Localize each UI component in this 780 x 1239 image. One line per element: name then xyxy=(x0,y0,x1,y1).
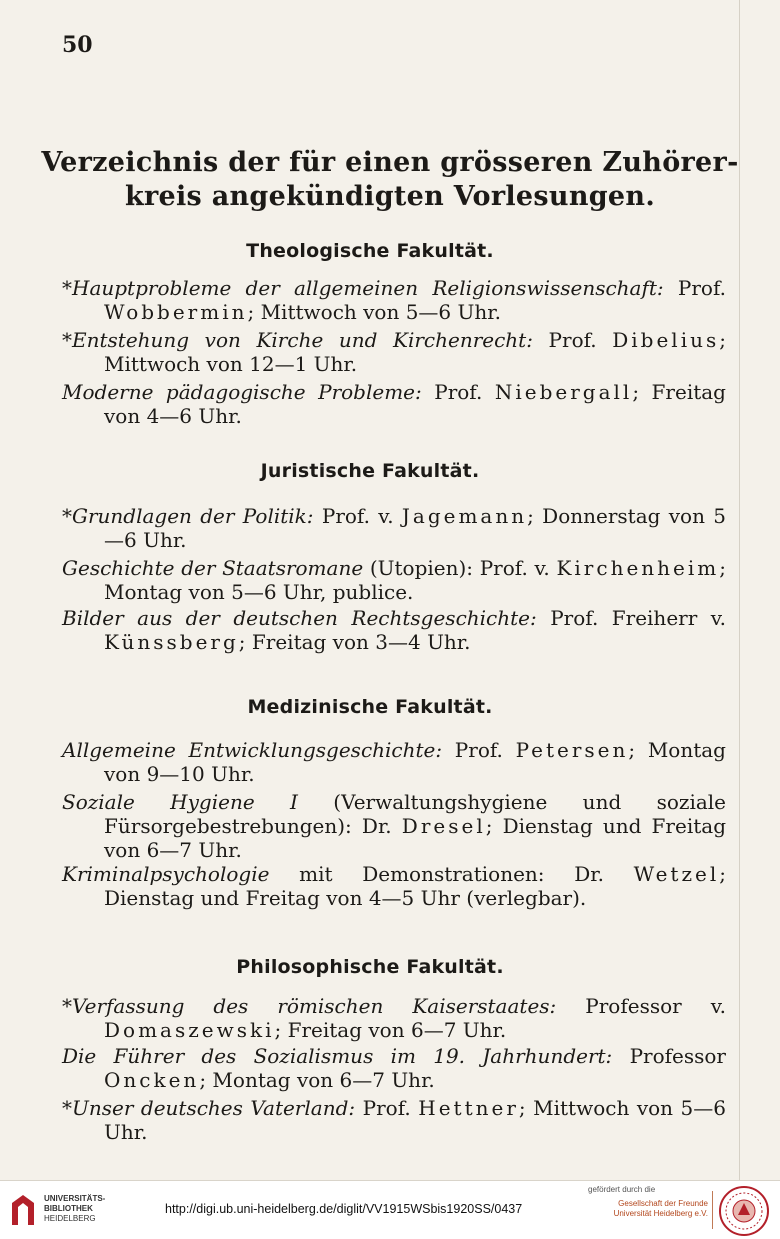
lecture-title: Soziale Hygiene I xyxy=(62,790,298,814)
lecture-entry xyxy=(62,1096,726,1144)
library-name-line: UNIVERSITÄTS- xyxy=(44,1194,106,1203)
lecture-schedule: ; Freitag von 6—7 Uhr. xyxy=(274,1018,507,1042)
section-heading-theology: Theologische Fakultät. xyxy=(246,240,494,262)
lecture-title: Bilder aus der deutschen Rechtsgeschichte: xyxy=(62,606,537,630)
lecture-title: *Unser deutsches Vaterland: xyxy=(62,1096,356,1120)
lecture-schedule: ; Mittwoch von 5—6 Uhr. xyxy=(104,1096,727,1144)
library-name-line: HEIDELBERG xyxy=(44,1214,96,1223)
section-heading-medicine: Medizinische Fakultät. xyxy=(247,696,493,718)
university-library-logo-icon[interactable] xyxy=(8,1191,38,1229)
viewer-footer xyxy=(0,1180,780,1239)
library-name-line: BIBLIOTHEK xyxy=(44,1204,93,1213)
lecture-title: Geschichte der Staatsromane xyxy=(62,556,364,580)
lecture-schedule: ; Montag von 5—6 Uhr, publice. xyxy=(104,556,726,604)
lecture-entry xyxy=(62,504,726,552)
sponsor-name-line: Gesellschaft der Freunde xyxy=(618,1199,708,1208)
lecture-entry xyxy=(62,556,726,604)
lecture-entry xyxy=(62,328,726,376)
lecture-prefix: Prof. xyxy=(532,328,613,352)
lecture-schedule: ; Donnerstag von 5—6 Uhr. xyxy=(104,504,726,552)
section-heading-law: Juristische Fakultät. xyxy=(260,460,480,482)
lecture-schedule: ; Montag von 9—10 Uhr. xyxy=(104,738,726,786)
lecture-prefix: Prof. xyxy=(663,276,726,300)
page-number: 50 xyxy=(62,32,93,58)
lecture-prefix: mit Demonstrationen: Dr. xyxy=(269,862,634,886)
lecturer-name: Künssberg xyxy=(104,630,239,654)
lecture-title: *Verfassung des römischen Kaiserstaates: xyxy=(62,994,557,1018)
lecture-schedule: ; Montag von 6—7 Uhr. xyxy=(199,1068,435,1092)
lecture-entry xyxy=(62,790,726,862)
lecture-prefix: (Verwaltungshygiene und soziale Fürsorgebestrebungen): Dr. xyxy=(104,790,726,838)
lecture-prefix: Professor v. xyxy=(556,994,726,1018)
lecture-prefix: Prof. xyxy=(442,738,516,762)
university-seal-icon xyxy=(718,1185,770,1237)
lecture-title: Moderne pädagogische Probleme: xyxy=(62,380,422,404)
sponsor-name[interactable] xyxy=(600,1199,708,1219)
lecture-entry xyxy=(62,276,726,324)
lecture-title: Kriminalpsychologie xyxy=(62,862,270,886)
section-heading-philosophy: Philosophische Fakultät. xyxy=(236,956,504,978)
lecture-prefix: Prof. v. xyxy=(313,504,402,528)
lecturer-name: Oncken xyxy=(104,1068,200,1092)
lecture-schedule: ; Dienstag und Freitag von 4—5 Uhr (verlegbar). xyxy=(104,862,726,910)
lecturer-name: Domaszewski xyxy=(104,1018,275,1042)
lecture-title: Die Führer des Sozialismus im 19. Jahrhundert: xyxy=(62,1044,613,1068)
lecture-title: Allgemeine Entwicklungsgeschichte: xyxy=(62,738,443,762)
lecture-schedule: ; Mittwoch von 12—1 Uhr. xyxy=(104,328,726,376)
lecture-schedule: ; Dienstag und Freitag von 6—7 Uhr. xyxy=(104,814,726,862)
title-line-2: kreis angekündigten Vorlesungen. xyxy=(124,181,656,212)
sponsor-name-line: Universität Heidelberg e.V. xyxy=(613,1209,708,1218)
footer-divider xyxy=(712,1191,713,1229)
lecturer-name: Dresel xyxy=(401,814,486,838)
lecture-entry xyxy=(62,862,726,910)
lecturer-name: Wobbermin xyxy=(104,300,248,324)
document-title xyxy=(40,146,740,214)
lecture-title: *Entstehung von Kirche und Kirchenrecht: xyxy=(62,328,533,352)
lecture-entry xyxy=(62,994,726,1042)
lecture-schedule: ; Freitag von 4—6 Uhr. xyxy=(104,380,726,428)
title-line-1: Verzeichnis der für einen grösseren Zuhörer- xyxy=(41,147,739,178)
lecture-prefix: (Utopien): Prof. v. xyxy=(363,556,557,580)
lecture-prefix: Professor xyxy=(612,1044,726,1068)
library-name[interactable] xyxy=(44,1194,124,1224)
lecturer-name: Hettner xyxy=(418,1096,519,1120)
lecture-title: *Grundlagen der Politik: xyxy=(62,504,314,528)
lecture-prefix: Prof. xyxy=(355,1096,419,1120)
lecturer-name: Kirchenheim xyxy=(556,556,720,580)
lecture-entry xyxy=(62,738,726,786)
lecturer-name: Petersen xyxy=(515,738,629,762)
funded-by-text: gefördert durch die xyxy=(588,1185,656,1194)
lecture-entry xyxy=(62,606,726,654)
lecture-schedule: ; Freitag von 3—4 Uhr. xyxy=(238,630,471,654)
lecturer-name: Niebergall xyxy=(494,380,633,404)
lecture-prefix: Prof. xyxy=(421,380,495,404)
lecture-entry xyxy=(62,1044,726,1092)
lecture-schedule: ; Mittwoch von 5—6 Uhr. xyxy=(247,300,501,324)
permalink-url[interactable]: http://digi.ub.uni-heidelberg.de/diglit/VV1915WSbis1920SS/0437 xyxy=(165,1202,523,1216)
lecture-prefix: Prof. Freiherr v. xyxy=(536,606,727,630)
lecture-title: *Hauptprobleme der allgemeinen Religionswissenschaft: xyxy=(62,276,664,300)
lecturer-name: Wetzel xyxy=(633,862,720,886)
lecturer-name: Dibelius xyxy=(612,328,720,352)
lecturer-name: Jagemann xyxy=(401,504,528,528)
lecture-entry xyxy=(62,380,726,428)
